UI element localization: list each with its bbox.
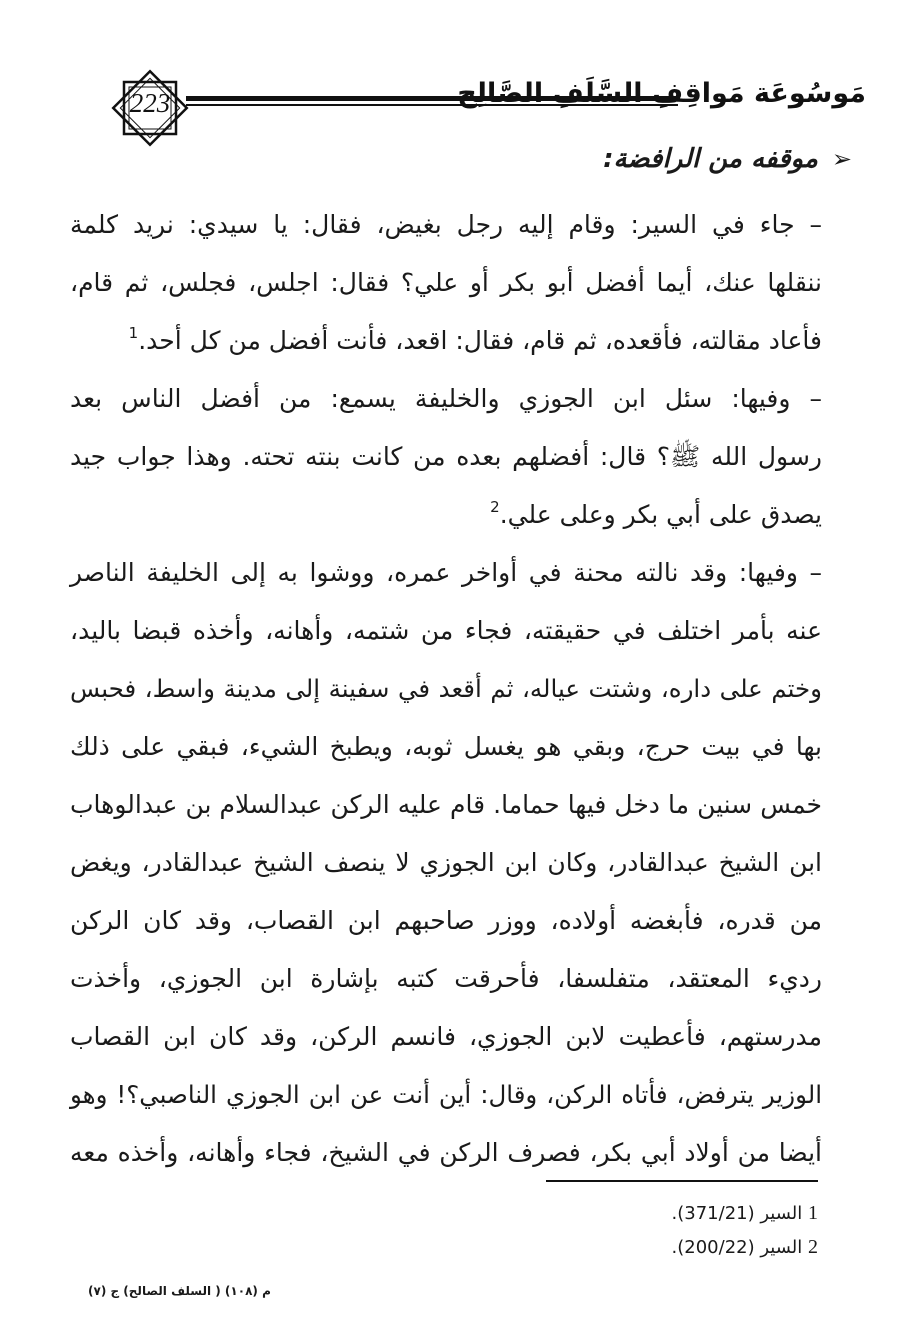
text-line: مدرستهم، فأعطيت لابن الجوزي، فانسم الركن، وقد كان ابن القصاب: [70, 1022, 822, 1051]
text-line: الوزير يترفض، فأتاه الركن، وقال: أين أنت عن ابن الجوزي الناصبي؟! وهو: [70, 1080, 822, 1109]
footnote-item: [672, 1196, 818, 1230]
text-line: رسول الله ﷺ؟ قال: أفضلهم بعده من كانت بنته تحته. وهذا جواب جيد: [70, 442, 822, 471]
footnote-item: [672, 1230, 818, 1264]
text-line: بها في بيت حرج، وبقي هو يغسل ثوبه، ويطبخ الشيء، فبقي على ذلك: [70, 732, 822, 761]
section-heading-text: موقفه من الرافضة:: [603, 144, 818, 174]
footnote-number: 1: [808, 1202, 818, 1224]
text-line: وختم على داره، وشتت عياله، ثم أقعد في سفينة إلى مدينة واسط، فحبس: [70, 674, 822, 703]
text-line: أيضا من أولاد أبي بكر، فصرف الركن في الشيخ، فجاء وأهانه، وأخذه معه: [70, 1138, 822, 1167]
text-line: رديء المعتقد، متفلسفا، فأحرقت كتبه بإشارة ابن الجوزي، وأخذت: [70, 964, 822, 993]
text-line: – وفيها: وقد نالته محنة في أواخر عمره، ووشوا به إلى الخليفة الناصر: [70, 558, 822, 587]
book-title: مَوسُوعَة مَواقِفِ السَّلَفِ الصَّالِح: [457, 78, 866, 109]
signature-line: م (١٠٨) ( السلف الصالح) ج (٧): [88, 1284, 271, 1298]
body-text: [70, 196, 822, 1182]
text-line: ننقلها عنك، أيما أفضل أبو بكر أو علي؟ فقال: اجلس، فجلس، ثم قام،: [70, 268, 822, 297]
page-header: [100, 62, 870, 154]
footnotes: [672, 1196, 818, 1264]
page-number: 223: [129, 88, 171, 118]
footnote-text: السير (200/22).: [671, 1237, 803, 1258]
footnote-text: السير (371/21).: [671, 1203, 803, 1224]
footnote-rule: [546, 1180, 818, 1182]
footnote-number: 2: [808, 1236, 818, 1258]
text-line: فأعاد مقالته، فأقعده، ثم قام، فقال: اقعد، فأنت أفضل من كل أحد.$^1$: [128, 324, 822, 355]
footnote-ref: 1: [128, 324, 139, 342]
arrow-bullet-icon: ➢: [831, 145, 852, 173]
text-line: – وفيها: سئل ابن الجوزي والخليفة يسمع: من أفضل الناس بعد: [70, 384, 822, 413]
text-line: يصدق على أبي بكر وعلى علي.$^2$: [490, 498, 822, 529]
text-line: – جاء في السير: وقام إليه رجل بغيض، فقال: يا سيدي: نريد كلمة: [70, 210, 822, 239]
text-line: خمس سنين ما دخل فيها حماما. قام عليه الركن عبدالسلام بن عبدالوهاب: [70, 790, 822, 819]
footnote-ref: 2: [490, 498, 500, 516]
text-line: من قدره، فأبغضه أولاده، ووزر صاحبهم ابن القصاب، وقد كان الركن: [70, 906, 822, 935]
section-heading: [603, 144, 852, 174]
text-line: عنه بأمر اختلف في حقيقته، فجاء من شتمه، وأهانه، وأخذه قبضا باليد،: [70, 616, 822, 645]
text-line: ابن الشيخ عبدالقادر، وكان ابن الجوزي لا ينصف الشيخ عبدالقادر، ويغض: [70, 848, 822, 877]
page-number-badge: [108, 66, 192, 150]
